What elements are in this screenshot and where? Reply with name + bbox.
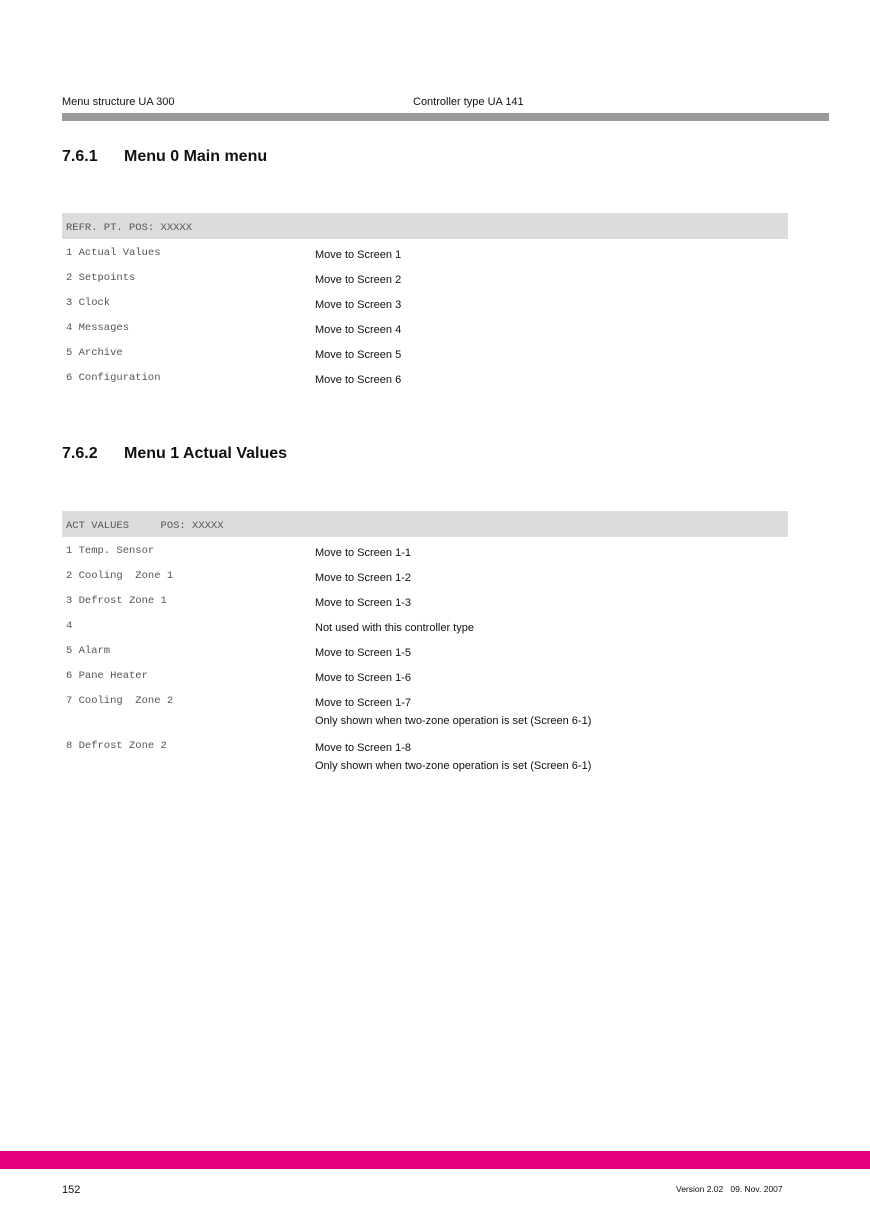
menu-item-description: Move to Screen 1-1 <box>315 547 411 559</box>
menu-item-code: 4 Messages <box>66 322 130 334</box>
page-number: 152 <box>62 1184 81 1196</box>
table-row <box>62 637 788 662</box>
menu-item-description-block <box>315 694 591 730</box>
menu-item-code: 2 Cooling Zone 1 <box>66 570 174 582</box>
menu-table-header-text: ACT VALUES POS: XXXXX <box>66 520 224 532</box>
section-number: 7.6.2 <box>62 445 98 462</box>
running-header-middle: Controller type UA 141 <box>413 96 524 108</box>
menu-item-description: Move to Screen 5 <box>315 349 402 361</box>
table-row <box>62 732 788 777</box>
menu-item-description: Move to Screen 1-6 <box>315 672 411 684</box>
section-title-main-menu <box>62 148 267 166</box>
menu-item-description: Move to Screen 1-5 <box>315 647 411 659</box>
menu-item-description: Move to Screen 1 <box>315 249 402 261</box>
table-row <box>62 562 788 587</box>
menu-item-description: Move to Screen 1-8 <box>315 742 411 754</box>
table-row <box>62 289 788 314</box>
table-row <box>62 662 788 687</box>
running-header-left: Menu structure UA 300 <box>62 96 175 108</box>
header-rule <box>62 113 829 121</box>
table-row <box>62 537 788 562</box>
menu-item-code: 6 Pane Heater <box>66 670 148 682</box>
menu-item-description: Move to Screen 3 <box>315 299 402 311</box>
menu-item-code: 3 Clock <box>66 297 111 309</box>
table-row <box>62 364 788 389</box>
table-row <box>62 314 788 339</box>
table-row <box>62 612 788 637</box>
menu-item-description: Move to Screen 4 <box>315 324 402 336</box>
table-row <box>62 339 788 364</box>
menu-item-code: 5 Alarm <box>66 645 111 657</box>
actual-values-table <box>62 511 788 777</box>
menu-item-code: 1 Actual Values <box>66 247 161 259</box>
menu-item-code: 6 Configuration <box>66 372 161 384</box>
table-row <box>62 264 788 289</box>
menu-item-description: Move to Screen 1-7 <box>315 697 411 709</box>
table-row <box>62 239 788 264</box>
menu-item-description: Move to Screen 1-2 <box>315 572 411 584</box>
menu-table-header <box>62 511 788 537</box>
menu-item-description: Not used with this controller type <box>315 622 474 634</box>
table-row <box>62 687 788 732</box>
menu-table-header <box>62 213 788 239</box>
menu-item-code: 4 <box>66 620 73 632</box>
menu-item-code: 5 Archive <box>66 347 123 359</box>
menu-item-note: Only shown when two-zone operation is set (Screen 6-1) <box>315 760 592 772</box>
menu-table-header-text: REFR. PT. POS: XXXXX <box>66 222 193 234</box>
footer-accent-band <box>0 1151 870 1169</box>
menu-item-code: 8 Defrost Zone 2 <box>66 740 167 752</box>
main-menu-table <box>62 213 788 389</box>
version-date: Version 2.02 09. Nov. 2007 <box>676 1184 783 1194</box>
menu-item-code: 3 Defrost Zone 1 <box>66 595 167 607</box>
section-title-text: Menu 1 Actual Values <box>124 445 288 462</box>
menu-item-code: 1 Temp. Sensor <box>66 545 155 557</box>
menu-item-note: Only shown when two-zone operation is set (Screen 6-1) <box>315 715 592 727</box>
menu-item-code: 7 Cooling Zone 2 <box>66 695 174 707</box>
section-title-actual-values <box>62 445 287 463</box>
table-row <box>62 587 788 612</box>
menu-item-description-block <box>315 739 591 775</box>
menu-item-description: Move to Screen 1-3 <box>315 597 411 609</box>
section-title-text: Menu 0 Main menu <box>124 148 268 165</box>
section-number: 7.6.1 <box>62 148 98 165</box>
menu-item-code: 2 Setpoints <box>66 272 136 284</box>
menu-item-description: Move to Screen 6 <box>315 374 402 386</box>
menu-item-description: Move to Screen 2 <box>315 274 402 286</box>
